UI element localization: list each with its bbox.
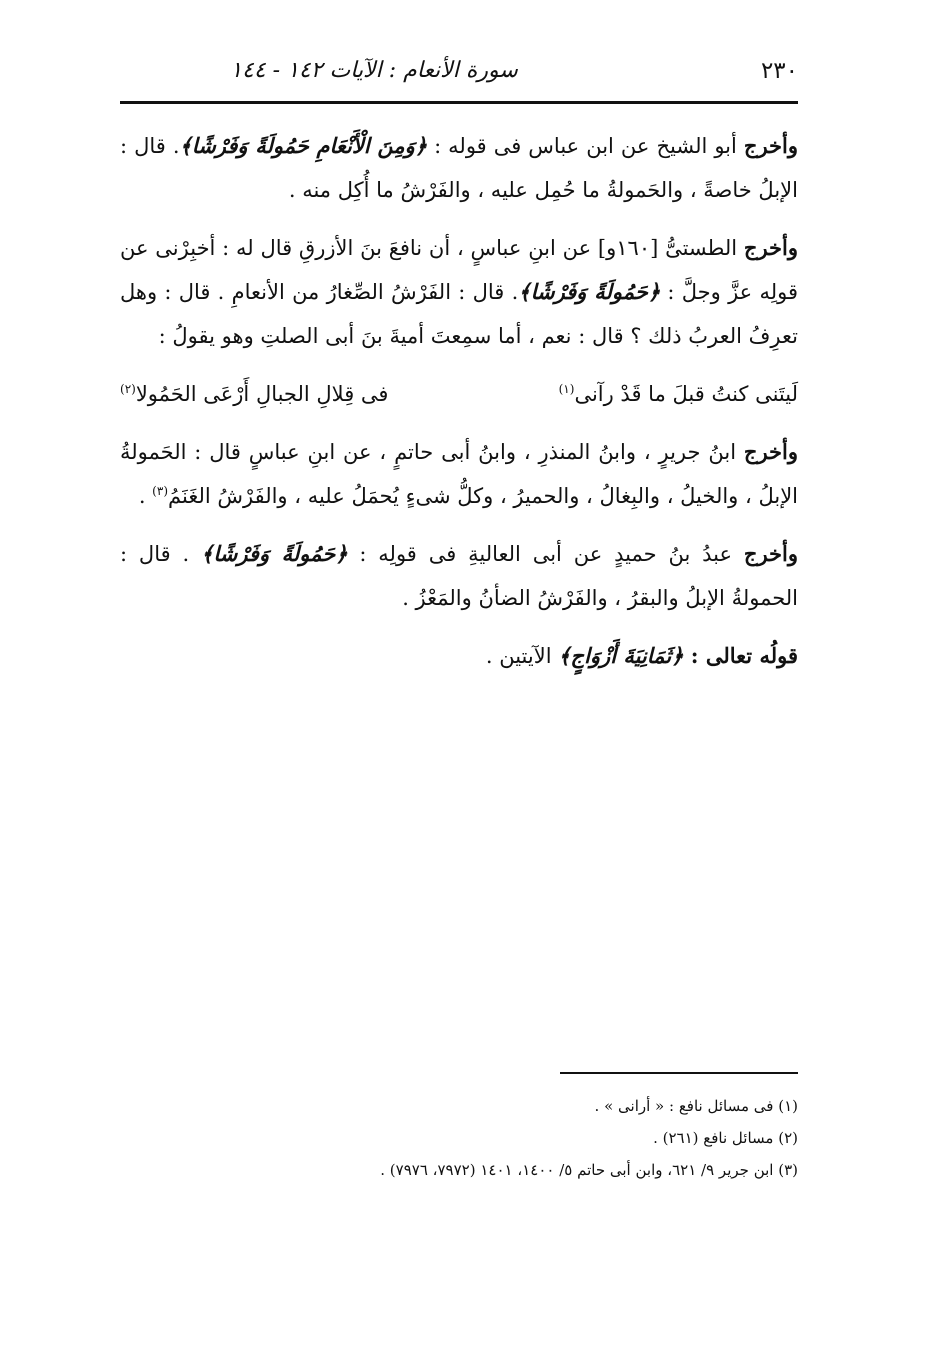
poetry-verse [120,372,798,416]
footnote-rule [560,1072,798,1074]
paragraph-3 [120,430,798,518]
paragraph-text: عبدُ بنُ حميدٍ عن أبى العاليةِ فى قولِه : [347,542,744,566]
quran-quote: ﴿وَمِنَ الْأَنْعَامِ حَمُولَةً وَفَرْشًا﴾ [179,133,428,158]
paragraph-text: . قال : الفَرْشُ الصِّغارُ من الأنعامِ . قال : وهل تعرِفُ العربُ ذلك ؟ قال : نعم ، أما سمِعتَ أميةَ بنَ أبى الصلتِ وهو يقولُ : [120,280,798,348]
verse-first-hemistich [559,372,798,416]
paragraph-text: . قال : الحمولةُ الإبلُ والبقرُ ، والفَرْشُ الضأنُ والمَعْزُ . [120,542,798,610]
paragraph-text: الطستىُّ [١٦٠و] عن ابنِ عباسٍ ، أن نافعَ بنَ الأزرقِ قال له : أخبِرْنى عن قولِه عزَّ وجلَّ : [120,236,798,304]
verse-second-hemistich [120,372,388,416]
hemistich-text: لَيتَنى كنتُ قبلَ ما قَدْ رآنى [574,382,798,406]
footnote-3: (٣) ابن جرير ٩/ ٦٢١، وابن أبى حاتم ٥/ ١٤٠٠، ١٤٠١ (٧٩٧٢، ٧٩٧٦) . [380,1161,798,1179]
paragraph-lead: وأخرج [743,133,798,158]
paragraph-lead: وأخرج [743,235,799,260]
paragraph-text: . قال : الإبلُ خاصةً ، والحَمولةُ ما حُمِل عليه ، والفَرْشُ ما أُكِل منه . [120,134,798,202]
paragraph-4 [120,532,798,620]
footnote-2: (٢) مسائل نافع (٢٦١) . [653,1129,798,1147]
paragraph-5 [120,634,798,678]
quran-quote: ﴿حَمُولَةً وَفَرْشًا﴾ [201,541,348,566]
footnote-ref-3[interactable]: (٣) [152,484,168,498]
footnote-1: (١) فى مسائل نافع : « أرانى » . [594,1097,798,1115]
verse-heading: قولُه تعالى : [683,643,798,668]
paragraph-2 [120,226,798,358]
paragraph-text: الآيتين . [485,644,559,668]
paragraph-lead: وأخرج [743,541,798,566]
footnote-ref-1[interactable]: (١) [558,382,575,396]
paragraph-1 [120,124,798,212]
page-number: ٢٣٠ [760,58,798,84]
quran-quote: ﴿حَمُولَةً وَفَرْشًا﴾ [518,279,661,304]
quran-quote: ﴿ثَمَانِيَةَ أَزْوَاجٍ﴾ [558,643,684,668]
header-rule [120,101,798,104]
footnotes [120,1090,798,1186]
hemistich-text: فى قِلالِ الجبالِ أَرْعَى الحَمُولا [135,382,389,406]
paragraph-text: ابنُ جريرٍ ، وابنُ المنذرِ ، وابنُ أبى حاتمٍ ، عن ابنِ عباسٍ قال : الحَمولةُ الإبلُ ، والخيلُ ، والبِغالُ ، والحميرُ ، وكلُّ شىءٍ يُحمَلُ عليه ، والفَرْشُ الغَنَمُ [120,440,798,508]
page-body [120,124,798,692]
paragraph-text: . [138,484,153,508]
page-header [120,52,798,92]
paragraph-lead: وأخرج [743,439,798,464]
paragraph-text: أبو الشيخ عن ابن عباس فى قوله : [427,134,744,158]
footnote-ref-2[interactable]: (٢) [120,382,136,396]
running-title: سورة الأنعام : الآيات ١٤٢ - ١٤٤ [230,58,518,83]
